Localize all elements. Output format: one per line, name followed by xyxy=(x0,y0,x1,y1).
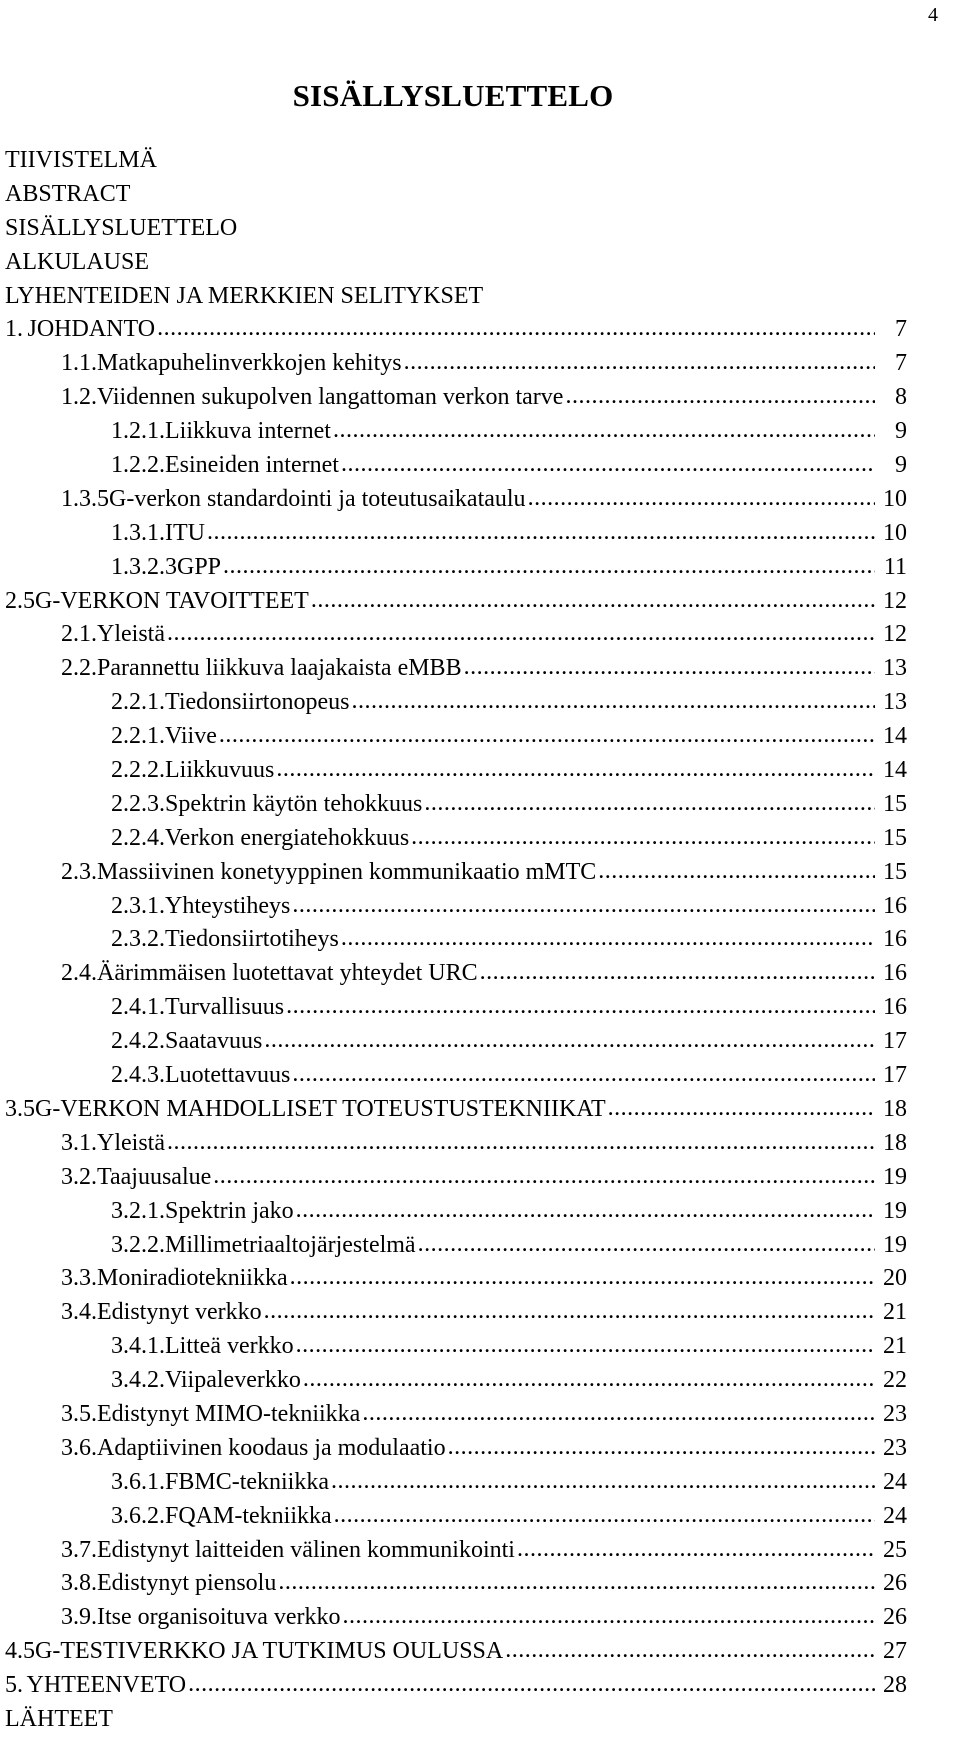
toc-entry-title: Viive xyxy=(165,723,217,750)
toc-entry-page: 18 xyxy=(883,1095,907,1122)
toc-entry xyxy=(5,1195,907,1229)
toc-entry-number: 2.3.2. xyxy=(111,926,165,953)
toc-entry-title: Spektrin käytön tehokkuus xyxy=(165,790,423,817)
toc-entry xyxy=(5,1025,907,1059)
toc-entry xyxy=(5,415,907,449)
toc-entry-number: 1.3. xyxy=(61,485,97,512)
toc-entry-number: 2.2.3. xyxy=(111,790,165,817)
toc-entry-page: 26 xyxy=(883,1570,907,1597)
back-matter-item: LÄHTEET xyxy=(5,1705,113,1732)
dot-leader xyxy=(219,719,875,753)
toc-entry-title: 5G-verkon standardointi ja toteutusaikataulu xyxy=(97,485,526,512)
toc-entry-number: 3.4. xyxy=(61,1299,97,1326)
toc-entry-number: 1.3.2. xyxy=(111,553,165,580)
toc-entry-number: 2.2.1. xyxy=(111,723,165,750)
toc-entry-title: Litteä verkko xyxy=(165,1333,294,1360)
front-matter-item: ABSTRACT xyxy=(5,180,131,207)
toc-entry-page: 9 xyxy=(895,452,907,479)
toc-entry xyxy=(5,1635,907,1669)
toc-entry xyxy=(5,1567,907,1601)
toc-entry-title: Itse organisoituva verkko xyxy=(97,1604,341,1631)
toc-entry-number: 2.2. xyxy=(61,655,97,682)
dot-leader xyxy=(598,855,875,889)
toc-entry xyxy=(5,517,907,551)
dot-leader xyxy=(424,787,875,821)
toc-entry-number: 3.6.1. xyxy=(111,1468,165,1495)
toc-entry xyxy=(5,1262,907,1296)
toc-entry xyxy=(5,1330,907,1364)
toc-entry xyxy=(5,1534,907,1568)
toc-entry-number: 2.2.2. xyxy=(111,757,165,784)
toc-entry-number: 3.4.1. xyxy=(111,1333,165,1360)
dot-leader xyxy=(343,1600,875,1634)
toc-entry-number: 3.2.1. xyxy=(111,1197,165,1224)
toc-entry xyxy=(5,585,907,619)
toc-entry xyxy=(5,890,907,924)
toc-entry-number: 2.4.1. xyxy=(111,994,165,1021)
toc-entry-number: 2.4.3. xyxy=(111,1062,165,1089)
toc-entry-title: Edistynyt laitteiden välinen kommunikointi xyxy=(97,1536,515,1563)
dot-leader xyxy=(311,584,875,618)
front-matter-item: SISÄLLYSLUETTELO xyxy=(5,214,238,241)
toc-entry-page: 16 xyxy=(883,926,907,953)
toc-entry-title: Edistynyt piensolu xyxy=(97,1570,277,1597)
toc-entry-page: 26 xyxy=(883,1604,907,1631)
toc-entry-page: 21 xyxy=(883,1333,907,1360)
toc-entry-number: 3.6.2. xyxy=(111,1502,165,1529)
toc-entry-page: 18 xyxy=(883,1129,907,1156)
toc-entry xyxy=(5,1093,907,1127)
toc-entry-title: FBMC-tekniikka xyxy=(165,1468,330,1495)
toc-entry-page: 7 xyxy=(895,350,907,377)
toc-entry-page: 16 xyxy=(883,892,907,919)
toc-entry-title: Tiedonsiirtonopeus xyxy=(165,689,350,716)
toc-entry xyxy=(5,923,907,957)
dot-leader xyxy=(213,1160,875,1194)
dot-leader xyxy=(333,414,875,448)
toc-entry-title: Yleistä xyxy=(97,621,165,648)
toc-entry-page: 10 xyxy=(883,519,907,546)
toc-entry-page: 13 xyxy=(883,655,907,682)
dot-leader xyxy=(296,1329,875,1363)
dot-leader xyxy=(418,1228,875,1262)
toc-entry xyxy=(5,618,907,652)
toc-entry xyxy=(5,720,907,754)
toc-entry-title: JOHDANTO xyxy=(27,316,156,343)
toc-entry-title: Turvallisuus xyxy=(165,994,285,1021)
toc-entry-title: Millimetriaaltojärjestelmä xyxy=(165,1231,416,1258)
toc-entry-title: 5G-VERKON MAHDOLLISET TOTEUSTUSTEKNIIKAT xyxy=(23,1095,606,1122)
toc-entry-page: 14 xyxy=(883,757,907,784)
toc-entry xyxy=(5,1669,907,1703)
toc-entry-page: 7 xyxy=(895,316,907,343)
toc-entry-number: 2.4.2. xyxy=(111,1028,165,1055)
dot-leader xyxy=(167,617,875,651)
toc-entry xyxy=(5,822,907,856)
dot-leader xyxy=(448,1431,875,1465)
toc-entry-number: 2.4. xyxy=(61,960,97,987)
toc-entry-page: 9 xyxy=(895,418,907,445)
front-matter-item: LYHENTEIDEN JA MERKKIEN SELITYKSET xyxy=(5,282,484,309)
toc-entry xyxy=(5,449,907,483)
toc-entry xyxy=(5,788,907,822)
toc-entry-number: 4. xyxy=(5,1638,23,1665)
toc-entry-page: 17 xyxy=(883,1028,907,1055)
toc-entry-page: 25 xyxy=(883,1536,907,1563)
toc-entry-page: 23 xyxy=(883,1400,907,1427)
toc-entry-page: 19 xyxy=(883,1231,907,1258)
toc-entry-title: Viipaleverkko xyxy=(165,1367,301,1394)
toc-entry-page: 19 xyxy=(883,1163,907,1190)
dot-leader xyxy=(157,312,875,346)
toc-entry-title: ITU xyxy=(165,519,205,546)
dot-leader xyxy=(565,380,875,414)
toc-entry-title: Tiedonsiirtotiheys xyxy=(165,926,339,953)
toc-entry-number: 3.2.2. xyxy=(111,1231,165,1258)
toc-entry-page: 15 xyxy=(883,824,907,851)
toc-entry-number: 2.3. xyxy=(61,858,97,885)
toc-entry-number: 2.1. xyxy=(61,621,97,648)
toc-entry-title: Liikkuva internet xyxy=(165,418,331,445)
toc-entry-number: 1. xyxy=(5,316,23,343)
dot-leader xyxy=(351,685,875,719)
toc-entry xyxy=(5,1296,907,1330)
toc-entry-number: 2.2.4. xyxy=(111,824,165,851)
toc-entry-title: Äärimmäisen luotettavat yhteydet URC xyxy=(97,960,478,987)
toc-entry-number: 2.3.1. xyxy=(111,892,165,919)
toc-entry-number: 3.3. xyxy=(61,1265,97,1292)
dot-leader xyxy=(276,753,875,787)
toc-entry-page: 15 xyxy=(883,858,907,885)
toc-entry-page: 24 xyxy=(883,1468,907,1495)
toc-entry-title: YHTEENVETO xyxy=(26,1672,187,1699)
toc-entry-page: 14 xyxy=(883,723,907,750)
toc-entry-page: 23 xyxy=(883,1434,907,1461)
toc-entry xyxy=(5,1127,907,1161)
toc-entry-title: Massiivinen konetyyppinen kommunikaatio mMTC xyxy=(97,858,597,885)
toc-entry-page: 27 xyxy=(883,1638,907,1665)
toc-entry-title: Matkapuhelinverkkojen kehitys xyxy=(97,350,402,377)
toc-entry-page: 11 xyxy=(883,553,907,580)
toc-entry-number: 3.8. xyxy=(61,1570,97,1597)
toc-entry xyxy=(5,381,907,415)
toc-entry xyxy=(5,313,907,347)
dot-leader xyxy=(264,1295,875,1329)
toc-entry-title: Adaptiivinen koodaus ja modulaatio xyxy=(97,1434,446,1461)
toc-entry-title: Verkon energiatehokkuus xyxy=(165,824,410,851)
table-of-contents xyxy=(5,144,907,1737)
toc-entry xyxy=(5,483,907,517)
dot-leader xyxy=(404,346,875,380)
toc-entry xyxy=(5,1364,907,1398)
toc-entry xyxy=(5,1601,907,1635)
toc-entry xyxy=(5,1059,907,1093)
toc-entry-title: FQAM-tekniikka xyxy=(165,1502,332,1529)
toc-entry xyxy=(5,1466,907,1500)
dot-leader xyxy=(608,1092,875,1126)
toc-entry-number: 1.1. xyxy=(61,350,97,377)
toc-entry-number: 5. xyxy=(5,1672,23,1699)
dot-leader xyxy=(341,448,875,482)
toc-entry xyxy=(5,551,907,585)
toc-entry-page: 19 xyxy=(883,1197,907,1224)
dot-leader xyxy=(505,1634,875,1668)
toc-entry-number: 3.6. xyxy=(61,1434,97,1461)
toc-entry-title: 3GPP xyxy=(165,553,222,580)
toc-entry-page: 22 xyxy=(883,1367,907,1394)
dot-leader xyxy=(290,1261,875,1295)
dot-leader xyxy=(292,1058,875,1092)
toc-entry-title: Taajuusalue xyxy=(97,1163,212,1190)
toc-entry xyxy=(5,991,907,1025)
toc-entry-page: 8 xyxy=(895,384,907,411)
page-number: 4 xyxy=(928,4,938,26)
toc-entry-page: 15 xyxy=(883,790,907,817)
toc-entry xyxy=(5,754,907,788)
toc-entry-number: 1.2.2. xyxy=(111,452,165,479)
toc-entry-title: Spektrin jako xyxy=(165,1197,294,1224)
toc-entry-page: 12 xyxy=(883,587,907,614)
toc-entry-title: Esineiden internet xyxy=(165,452,339,479)
toc-entry-number: 2.2.1. xyxy=(111,689,165,716)
toc-entry xyxy=(5,347,907,381)
toc-entry-title: Yleistä xyxy=(97,1129,165,1156)
toc-entry-number: 3.4.2. xyxy=(111,1367,165,1394)
toc-entry-title: Viidennen sukupolven langattoman verkon tarve xyxy=(97,384,564,411)
dot-leader xyxy=(223,550,875,584)
toc-entry-number: 3. xyxy=(5,1095,23,1122)
toc-entry-title: Moniradiotekniikka xyxy=(97,1265,288,1292)
toc-entry xyxy=(5,686,907,720)
toc-entry-number: 1.3.1. xyxy=(111,519,165,546)
toc-entry-title: Parannettu liikkuva laajakaista eMBB xyxy=(97,655,462,682)
toc-entry-number: 3.7. xyxy=(61,1536,97,1563)
toc-entry-number: 3.2. xyxy=(61,1163,97,1190)
dot-leader xyxy=(411,821,875,855)
toc-entry-page: 10 xyxy=(883,485,907,512)
toc-entry xyxy=(5,652,907,686)
dot-leader xyxy=(480,956,875,990)
toc-entry xyxy=(5,1398,907,1432)
toc-entry-number: 3.1. xyxy=(61,1129,97,1156)
toc-entry-page: 24 xyxy=(883,1502,907,1529)
toc-entry-title: Yhteystiheys xyxy=(165,892,291,919)
dot-leader xyxy=(286,990,875,1024)
toc-entry-title: 5G-VERKON TAVOITTEET xyxy=(23,587,309,614)
dot-leader xyxy=(464,651,875,685)
dot-leader xyxy=(341,922,875,956)
toc-entry-number: 2. xyxy=(5,587,23,614)
toc-entry-number: 3.9. xyxy=(61,1604,97,1631)
toc-entry-title: Liikkuvuus xyxy=(165,757,275,784)
toc-entry xyxy=(5,957,907,991)
dot-leader xyxy=(517,1533,875,1567)
page-title: SISÄLLYSLUETTELO xyxy=(292,78,614,113)
toc-entry xyxy=(5,856,907,890)
toc-entry-page: 12 xyxy=(883,621,907,648)
toc-entry-title: Luotettavuus xyxy=(165,1062,291,1089)
toc-entry-title: Edistynyt MIMO-tekniikka xyxy=(97,1400,361,1427)
toc-entry xyxy=(5,1432,907,1466)
toc-entry-number: 1.2. xyxy=(61,384,97,411)
dot-leader xyxy=(334,1499,875,1533)
dot-leader xyxy=(188,1668,875,1702)
toc-entry xyxy=(5,1161,907,1195)
toc-entry-title: Edistynyt verkko xyxy=(97,1299,262,1326)
dot-leader xyxy=(303,1363,875,1397)
dot-leader xyxy=(264,1024,875,1058)
dot-leader xyxy=(331,1465,875,1499)
toc-entry-page: 13 xyxy=(883,689,907,716)
toc-entry-page: 16 xyxy=(883,994,907,1021)
dot-leader xyxy=(296,1194,875,1228)
toc-entry-number: 1.2.1. xyxy=(111,418,165,445)
dot-leader xyxy=(292,889,875,923)
toc-entry-title: Saatavuus xyxy=(165,1028,263,1055)
toc-entry-page: 17 xyxy=(883,1062,907,1089)
toc-entry-page: 20 xyxy=(883,1265,907,1292)
front-matter-item: ALKULAUSE xyxy=(5,248,149,275)
dot-leader xyxy=(528,482,875,516)
dot-leader xyxy=(362,1397,875,1431)
toc-entry-page: 21 xyxy=(883,1299,907,1326)
dot-leader xyxy=(167,1126,875,1160)
toc-entry-title: 5G-TESTIVERKKO JA TUTKIMUS OULUSSA xyxy=(23,1638,504,1665)
toc-entry xyxy=(5,1229,907,1263)
front-matter-item: TIIVISTELMÄ xyxy=(5,147,157,173)
dot-leader xyxy=(207,516,875,550)
toc-entry-number: 3.5. xyxy=(61,1400,97,1427)
toc-entry xyxy=(5,1500,907,1534)
toc-entry-page: 28 xyxy=(883,1672,907,1699)
toc-entry-page: 16 xyxy=(883,960,907,987)
dot-leader xyxy=(278,1566,875,1600)
